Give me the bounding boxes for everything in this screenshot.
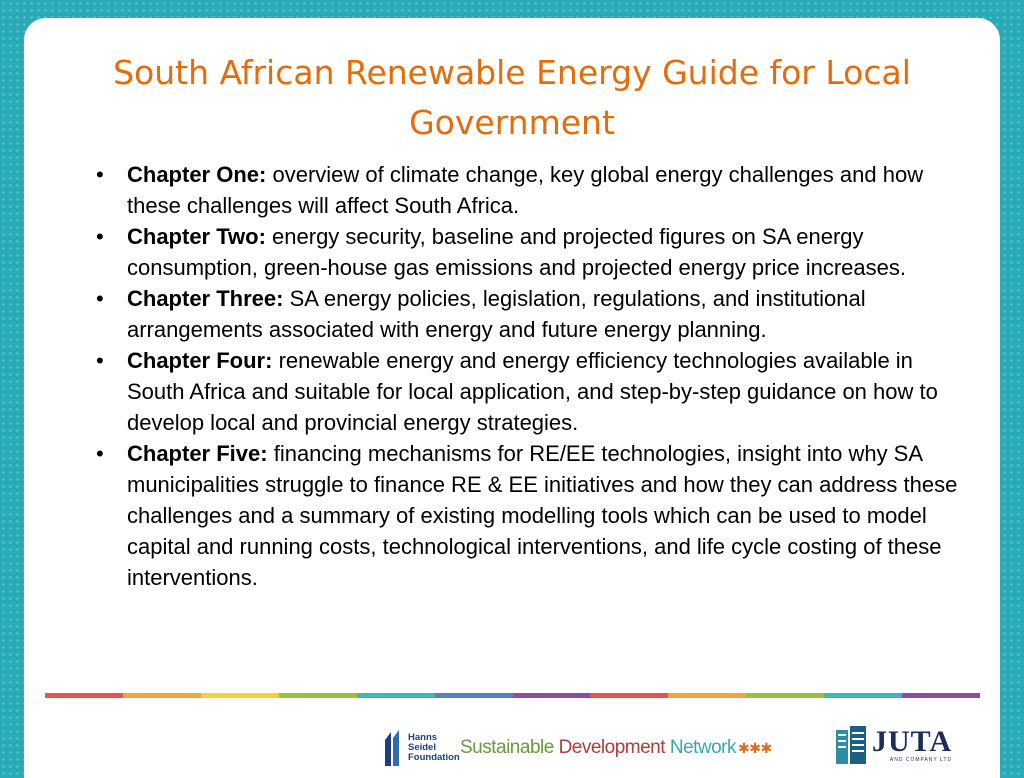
color-divider-segment — [513, 693, 591, 698]
color-divider — [45, 693, 980, 698]
chapter-label: Chapter Five: — [127, 441, 268, 466]
hanns-seidel-mark-icon — [382, 730, 402, 766]
chapter-list — [94, 159, 964, 593]
color-divider-segment — [279, 693, 357, 698]
bullet-item — [94, 283, 964, 345]
color-divider-segment — [357, 693, 435, 698]
color-divider-segment — [201, 693, 279, 698]
color-divider-segment — [746, 693, 824, 698]
juta-subtitle: AND COMPANY LTD — [889, 757, 953, 763]
color-divider-segment — [435, 693, 513, 698]
juta-logo — [836, 726, 952, 764]
chapter-description: overview of climate change, key global energy challenges and how these challenges will affect South Africa. — [127, 162, 924, 218]
bullet-dot-icon: • — [96, 224, 104, 249]
sdn-word: Development — [558, 737, 666, 758]
slide-card — [24, 18, 1000, 778]
juta-building-icon — [836, 726, 868, 764]
sdn-word: Sustainable — [460, 737, 554, 758]
slide-title: South African Renewable Energy Guide for Local Government — [113, 53, 911, 142]
chapter-description: energy security, baseline and projected figures on SA energy consumption, green-house gas emissions and projected energy price increases. — [127, 224, 906, 280]
hanns-seidel-logo — [382, 730, 460, 766]
hanns-logo-line: Foundation — [408, 752, 460, 763]
juta-name: JUTA — [872, 725, 953, 758]
color-divider-segment — [902, 693, 980, 698]
people-figures-icon: ✱✱✱ — [738, 740, 772, 756]
chapter-label: Chapter Four: — [127, 348, 273, 373]
bullet-dot-icon: • — [96, 162, 104, 187]
hanns-logo-line: Hanns — [408, 732, 438, 743]
chapter-label: Chapter Three: — [127, 286, 284, 311]
chapter-description: renewable energy and energy efficiency technologies available in South Africa and suitable for local application, and step-by-step guidance on how to develop local and provincial energy strategies. — [127, 348, 938, 435]
color-divider-segment — [123, 693, 201, 698]
color-divider-segment — [668, 693, 746, 698]
color-divider-segment — [45, 693, 123, 698]
color-divider-segment — [824, 693, 902, 698]
bullet-dot-icon: • — [96, 286, 104, 311]
footer-logos — [24, 718, 1000, 778]
chapter-description: financing mechanisms for RE/EE technologies, insight into why SA municipalities struggle to finance RE & EE initiatives and how they can address these challenges and a summary of existing modelling tools which can be used to model capital and running costs, technological interventions, and life cycle costing of these interventions. — [127, 441, 958, 590]
color-divider-segment — [590, 693, 668, 698]
bullet-item — [94, 159, 964, 221]
chapter-label: Chapter Two: — [127, 224, 266, 249]
sdn-word: Network — [669, 737, 736, 758]
bullet-item — [94, 221, 964, 283]
hanns-logo-line: Seidel — [408, 742, 436, 753]
sustainable-development-network-logo — [460, 736, 772, 760]
bullet-item — [94, 438, 964, 593]
bullet-dot-icon: • — [96, 441, 104, 466]
chapter-description: SA energy policies, legislation, regulations, and institutional arrangements associated with energy and future energy planning. — [127, 286, 866, 342]
chapter-label: Chapter One: — [127, 162, 267, 187]
bullet-dot-icon: • — [96, 348, 104, 373]
bullet-item — [94, 345, 964, 438]
